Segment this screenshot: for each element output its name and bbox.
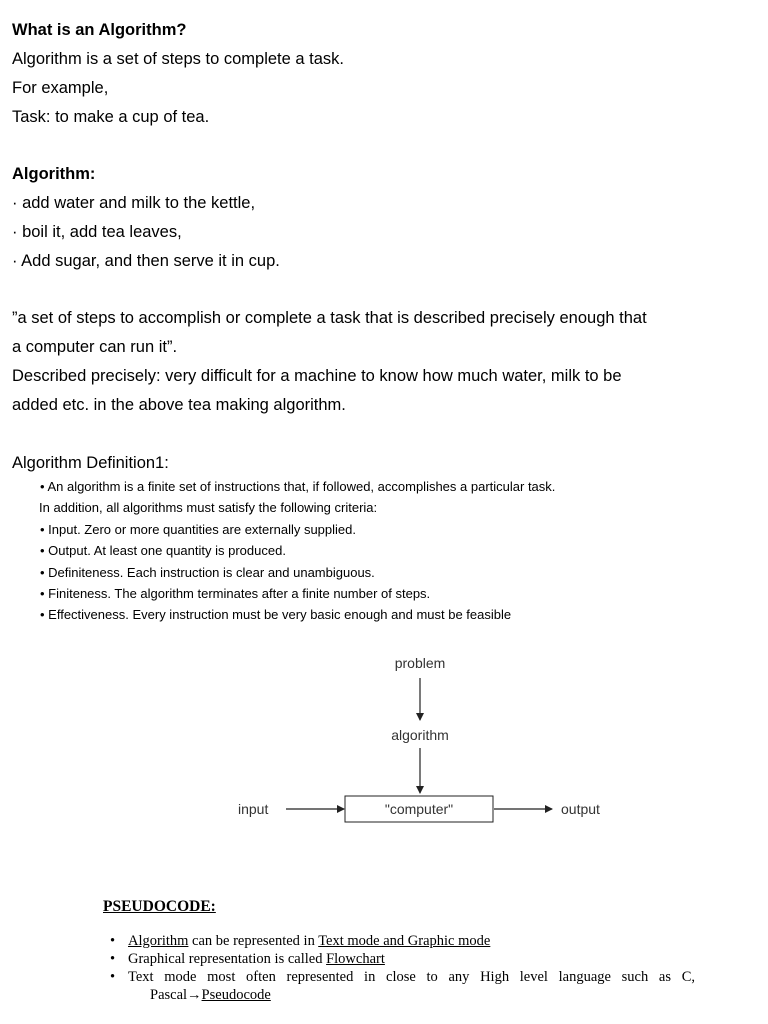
intro-line: Algorithm is a set of steps to complete a task. — [12, 50, 344, 68]
pseudocode-text: can be represented in — [188, 933, 319, 949]
pseudocode-term: Pseudocode — [201, 987, 271, 1003]
quote-line: ”a set of steps to accomplish or complete a task that is described precisely enough that — [12, 309, 647, 327]
definition-criteria — [40, 476, 740, 626]
tea-algorithm-heading: Algorithm: — [12, 165, 96, 183]
criterion-item: • Finiteness. The algorithm terminates after a finite number of steps. — [40, 585, 431, 601]
pseudocode-item — [110, 968, 695, 1004]
criterion-item: • Definiteness. Each instruction is clear and unambiguous. — [40, 564, 375, 580]
intro-line: For example, — [12, 79, 109, 97]
quote-line: added etc. in the above tea making algorithm. — [12, 396, 346, 414]
criterion-item: • Output. At least one quantity is produced. — [40, 543, 286, 559]
flowchart-term: Flowchart — [326, 951, 385, 967]
definition-first-item: • An algorithm is a finite set of instructions that, if followed, accomplishes a particular task. — [40, 479, 556, 494]
tea-step: · Add sugar, and then serve it in cup. — [12, 252, 280, 270]
bullet: • — [110, 969, 116, 985]
definition-heading: Algorithm Definition1: — [12, 454, 169, 472]
pseudocode-text: Graphical representation is called — [128, 951, 327, 967]
pseudocode-section — [103, 896, 703, 918]
intro-line: Task: to make a cup of tea. — [12, 108, 210, 126]
pseudocode-list — [110, 932, 695, 1004]
pseudocode-continuation — [128, 986, 695, 1004]
pseudocode-heading: PSEUDOCODE: — [103, 898, 216, 915]
tea-step: · add water and milk to the kettle, — [12, 194, 256, 212]
modes-term: Text mode and Graphic mode — [318, 933, 491, 949]
criterion-item: • Effectiveness. Every instruction must be very basic enough and must be feasible — [40, 607, 512, 623]
intro-heading: What is an Algorithm? — [12, 21, 187, 39]
algorithm-term: Algorithm — [128, 933, 189, 949]
tea-step: · boil it, add tea leaves, — [12, 223, 182, 241]
pascal-text: Pascal — [150, 987, 188, 1003]
pseudocode-item — [110, 950, 695, 968]
intro-section — [12, 16, 752, 132]
diagram-problem-label: problem — [394, 655, 446, 671]
right-arrow-icon: → — [187, 987, 202, 1003]
pseudocode-item — [110, 932, 695, 950]
definition-section — [12, 449, 752, 478]
quote-line: Described precisely: very difficult for a machine to know how much water, milk to be — [12, 367, 622, 385]
algorithm-diagram — [232, 648, 632, 830]
algorithm-diagram-svg — [232, 648, 632, 830]
diagram-algorithm-label: algorithm — [391, 727, 449, 743]
diagram-output-label: output — [561, 801, 600, 817]
bullet: • — [110, 933, 116, 949]
tea-algorithm-section — [12, 160, 752, 276]
diagram-computer-label: "computer" — [384, 801, 454, 817]
criterion-item: • Input. Zero or more quantities are externally supplied. — [40, 521, 356, 537]
bullet: • — [110, 951, 116, 967]
pseudocode-text: Text mode most often represented in close to any High level language such as C, — [128, 969, 695, 985]
diagram-input-label: input — [238, 801, 269, 817]
quote-line: a computer can run it”. — [12, 338, 178, 356]
definition-intro: In addition, all algorithms must satisfy the following criteria: — [39, 500, 378, 516]
quote-section — [12, 304, 752, 420]
